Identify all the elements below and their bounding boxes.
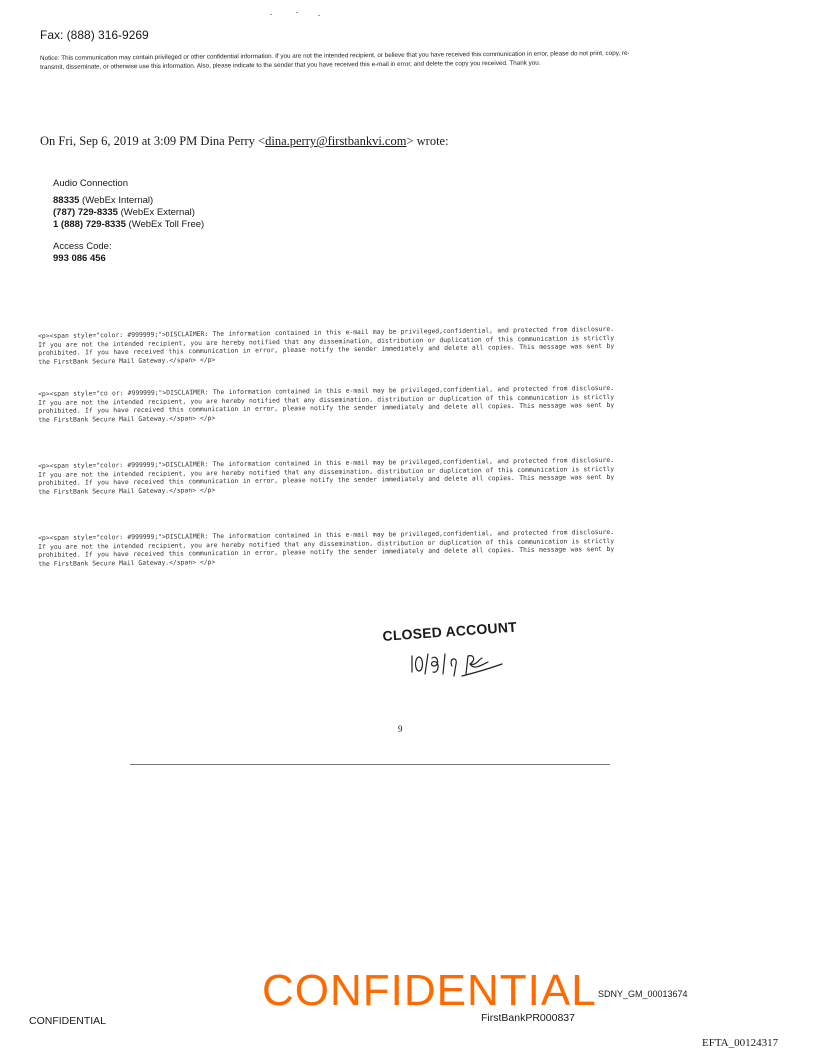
efta-document-id: EFTA_00124317 [702, 1037, 779, 1049]
confidential-label: CONFIDENTIAL [29, 1015, 107, 1027]
scan-speck [296, 12, 298, 13]
dial-in-line [53, 195, 204, 207]
dial-in-note: (WebEx External) [117, 207, 195, 218]
closed-account-stamp: CLOSED ACCOUNT [382, 618, 518, 644]
scan-speck [318, 15, 320, 16]
dial-in-line [53, 219, 204, 231]
dial-in-note: (WebEx Toll Free) [125, 219, 205, 230]
quote-suffix: > wrote: [406, 134, 449, 148]
access-code-value: 993 086 456 [53, 253, 106, 264]
page-divider [130, 764, 610, 765]
disclaimer-paragraph: <p><span style="color: #999999;">DISCLAIMER: The information contained in this e-mail may be privileged,confidential, and protected from disclosure. If you are not the intended recipient, you are hereby notified that any dissemination, distribution or duplication of this communication is strictly prohibited. If you have received this communication in error, please notify the sender immediately and delete all copies. This message was sent by the FirstBank Secure Mail Gateway.</span> </p> [38, 455, 615, 496]
confidentiality-notice: Notice: This communication may contain privileged or other confidential information. If you are not the intended recipient, or believe that you have received this communication in error, please do not print, copy, re-transmit, disseminate, or otherwise use this information. Also, please indicate to the sender that you have received this e-mail in error, and delete the copy you received. Thank you. [40, 49, 630, 71]
handwritten-date-initials [404, 644, 524, 678]
access-code-label: Access Code: [53, 241, 112, 252]
confidential-watermark: CONFIDENTIAL [262, 966, 597, 1015]
disclaimer-paragraph: <p><span style="co or: #999999;">DISCLAIMER: The information contained in this e-mail may be privileged,confidential, and protected from disclosure. If you are not the intended recipient, you are hereby notified that any dissemination, distribution or duplication of this communication is strictly prohibited. If you have received this communication in error, please notify the sender immediately and delete all copies. This message was sent by the FirstBank Secure Mail Gateway.</span> </p> [38, 383, 615, 424]
dial-in-numbers [53, 195, 204, 231]
page-number: 9 [398, 724, 403, 734]
dial-in-number: 1 (888) 729-8335 [53, 219, 126, 230]
sdny-bates-number: SDNY_GM_00013674 [598, 989, 688, 999]
disclaimer-paragraph: <p><span style="color: #999999;">DISCLAIMER: The information contained in this e-mail may be privileged,confidential, and protected from disclosure. If you are not the intended recipient, you are hereby notified that any dissemination, distribution or duplication of this communication is strictly prohibited. If you have received this communication in error, please notify the sender immediately and delete all copies. This message was sent by the FirstBank Secure Mail Gateway.</span> </p> [38, 324, 615, 366]
scan-speck [270, 14, 272, 15]
quote-prefix: On Fri, Sep 6, 2019 at 3:09 PM Dina Perry < [40, 134, 266, 148]
dial-in-note: (WebEx Internal) [79, 195, 154, 206]
dial-in-number: 88335 [53, 195, 80, 206]
disclaimer-paragraph: <p><span style="color: #999999;">DISCLAIMER: The information contained in this e-mail may be privileged,confidential, and protected from disclosure. If you are not the intended recipient, you are hereby notified that any dissemination, distribution or duplication of this communication is strictly prohibited. If you have received this communication in error, please notify the sender immediately and delete all copies. This message was sent by the FirstBank Secure Mail Gateway.</span> </p> [38, 527, 615, 568]
firstbank-bates-number: FirstBankPR000837 [481, 1012, 575, 1024]
sender-email-link[interactable]: dina.perry@firstbankvi.com [265, 134, 407, 148]
audio-connection-label: Audio Connection [53, 178, 128, 189]
email-quote-header [40, 134, 449, 149]
fax-number: Fax: (888) 316-9269 [40, 28, 149, 42]
dial-in-line [53, 207, 204, 219]
dial-in-number: (787) 729-8335 [53, 207, 118, 218]
